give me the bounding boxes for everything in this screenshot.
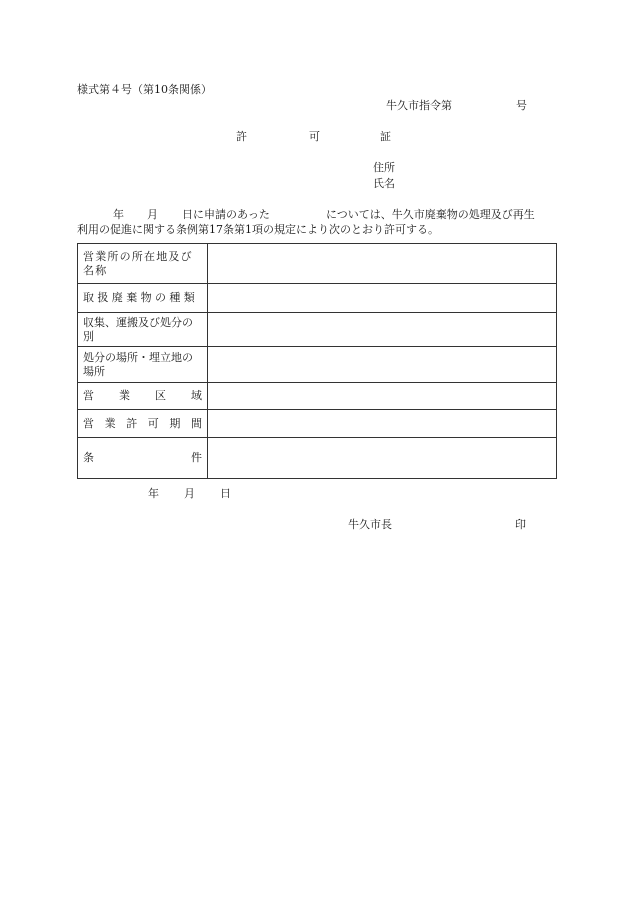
row-value-conditions[interactable] [208, 438, 557, 479]
issuer-name: 牛久市長 [348, 518, 392, 531]
permit-number-suffix: 号 [516, 99, 527, 112]
permit-number-prefix: 牛久市指令第 [386, 99, 452, 112]
title-char-3: 証 [380, 130, 391, 143]
address-label: 住所 [373, 161, 395, 174]
date-month: 月 [184, 487, 195, 500]
row-value-permit-period[interactable] [208, 410, 557, 438]
row-label-text: 営 業 許 可 期 間 [83, 416, 202, 430]
row-value-location[interactable] [208, 244, 557, 284]
row-value-collection-type[interactable] [208, 313, 557, 347]
date-day: 日 [220, 487, 231, 500]
table-row [78, 284, 557, 313]
row-label-collection-type: 収集、運搬及び処分の別 [78, 313, 208, 347]
row-label-text: 営 業 区 域 [83, 389, 202, 403]
row-label-conditions [78, 438, 208, 479]
table-row [78, 244, 557, 284]
seal-mark: 印 [515, 518, 526, 531]
row-label-waste-type: 取扱廃棄物の種類 [78, 284, 208, 313]
form-number: 様式第４号（第10条関係） [77, 83, 212, 96]
row-value-business-area[interactable] [208, 383, 557, 410]
table-row [78, 347, 557, 383]
table-row [78, 383, 557, 410]
permit-details-table [77, 243, 557, 479]
title-char-1: 許 [236, 130, 247, 143]
date-year: 年 [148, 487, 159, 500]
body-line2: 利用の促進に関する条例第17条第1項の規定により次のとおり許可する。 [77, 223, 439, 236]
body-year: 年 [113, 208, 124, 221]
row-label-permit-period [78, 410, 208, 438]
row-value-disposal-site[interactable] [208, 347, 557, 383]
table-row [78, 410, 557, 438]
body-line1-rest: については、牛久市廃棄物の処理及び再生 [326, 208, 535, 221]
title-char-2: 可 [309, 130, 320, 143]
row-label-location: 営業所の所在地及び名称 [78, 244, 208, 284]
row-label-text: 条 件 [83, 451, 202, 465]
body-day-text: 日に申請のあった [182, 208, 270, 221]
table-row [78, 438, 557, 479]
table-row [78, 313, 557, 347]
row-label-disposal-site: 処分の場所・埋立地の場所 [78, 347, 208, 383]
row-value-waste-type[interactable] [208, 284, 557, 313]
body-month: 月 [147, 208, 158, 221]
row-label-business-area [78, 383, 208, 410]
name-label: 氏名 [373, 177, 395, 190]
